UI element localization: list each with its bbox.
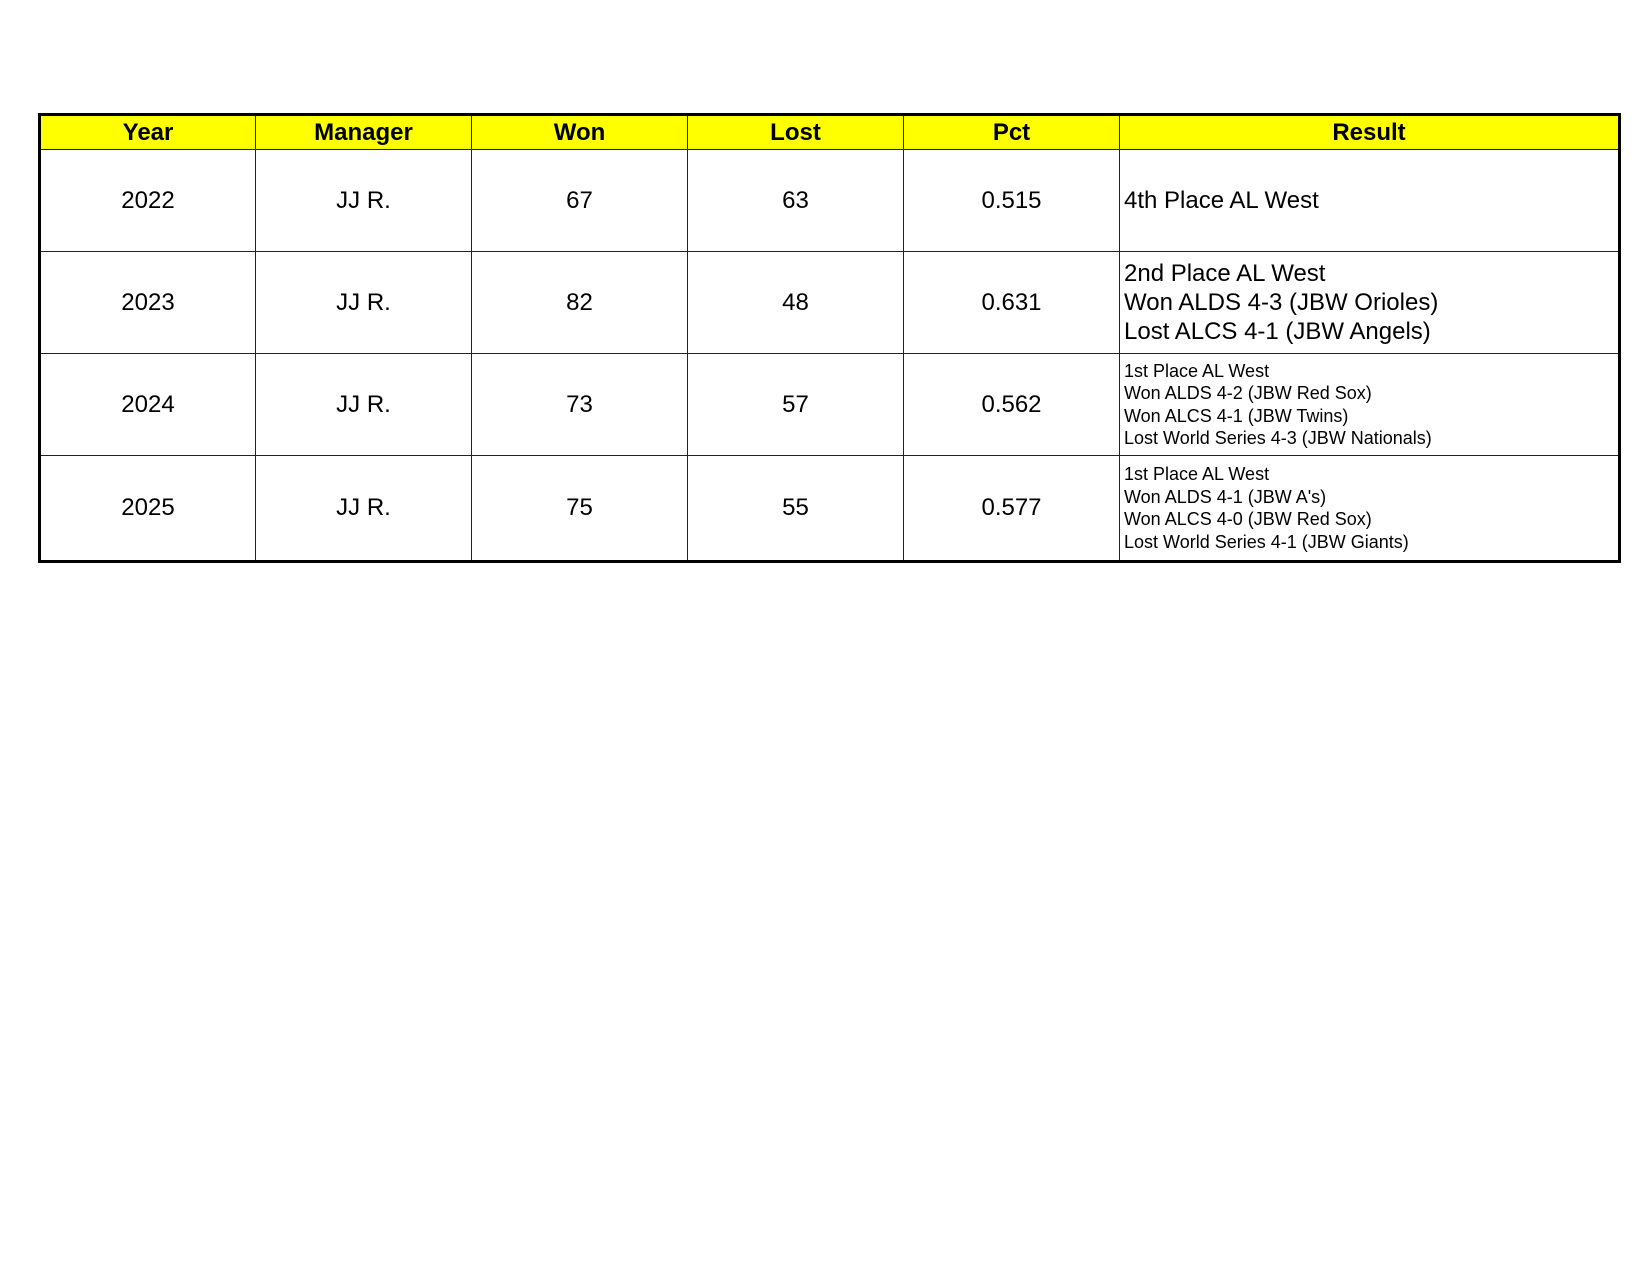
manager-cell: JJ R. bbox=[256, 456, 472, 562]
year-cell: 2022 bbox=[40, 150, 256, 252]
result-line: 2nd Place AL West bbox=[1124, 260, 1326, 287]
result-line: Lost World Series 4-3 (JBW Nationals) bbox=[1124, 428, 1432, 448]
result-cell bbox=[1120, 150, 1620, 252]
pct-cell: 0.562 bbox=[904, 354, 1120, 456]
header-won: Won bbox=[472, 115, 688, 150]
result-line: 1st Place AL West bbox=[1124, 360, 1270, 381]
result-line: Lost ALCS 4-1 (JBW Angels) bbox=[1124, 318, 1431, 345]
result-line: Won ALDS 4-2 (JBW Red Sox) bbox=[1124, 383, 1372, 403]
header-result: Result bbox=[1120, 115, 1620, 150]
won-cell: 73 bbox=[472, 354, 688, 456]
header-row bbox=[40, 115, 1620, 150]
table-row bbox=[40, 150, 1620, 252]
season-results-table bbox=[38, 113, 1621, 563]
manager-cell: JJ R. bbox=[256, 150, 472, 252]
header-year: Year bbox=[40, 115, 256, 150]
table-row bbox=[40, 354, 1620, 456]
manager-cell: JJ R. bbox=[256, 354, 472, 456]
header-manager: Manager bbox=[256, 115, 472, 150]
lost-cell: 57 bbox=[688, 354, 904, 456]
won-cell: 75 bbox=[472, 456, 688, 562]
won-cell: 67 bbox=[472, 150, 688, 252]
header-lost: Lost bbox=[688, 115, 904, 150]
result-line: 1st Place AL West bbox=[1124, 464, 1270, 484]
header-pct: Pct bbox=[904, 115, 1120, 150]
result-line: Won ALDS 4-3 (JBW Orioles) bbox=[1124, 289, 1439, 316]
table-row bbox=[40, 456, 1620, 562]
year-cell: 2024 bbox=[40, 354, 256, 456]
result-line: Won ALCS 4-1 (JBW Twins) bbox=[1124, 405, 1349, 426]
pct-cell: 0.515 bbox=[904, 150, 1120, 252]
result-line: Won ALDS 4-1 (JBW A's) bbox=[1124, 486, 1327, 507]
lost-cell: 63 bbox=[688, 150, 904, 252]
result-line: 4th Place AL West bbox=[1124, 187, 1319, 214]
result-cell bbox=[1120, 456, 1620, 562]
result-cell bbox=[1120, 252, 1620, 354]
result-line: Lost World Series 4-1 (JBW Giants) bbox=[1124, 531, 1409, 552]
won-cell: 82 bbox=[472, 252, 688, 354]
pct-cell: 0.631 bbox=[904, 252, 1120, 354]
result-line: Won ALCS 4-0 (JBW Red Sox) bbox=[1124, 509, 1372, 529]
pct-cell: 0.577 bbox=[904, 456, 1120, 562]
table-row bbox=[40, 252, 1620, 354]
year-cell: 2023 bbox=[40, 252, 256, 354]
manager-cell: JJ R. bbox=[256, 252, 472, 354]
lost-cell: 48 bbox=[688, 252, 904, 354]
year-cell: 2025 bbox=[40, 456, 256, 562]
lost-cell: 55 bbox=[688, 456, 904, 562]
result-cell bbox=[1120, 354, 1620, 456]
